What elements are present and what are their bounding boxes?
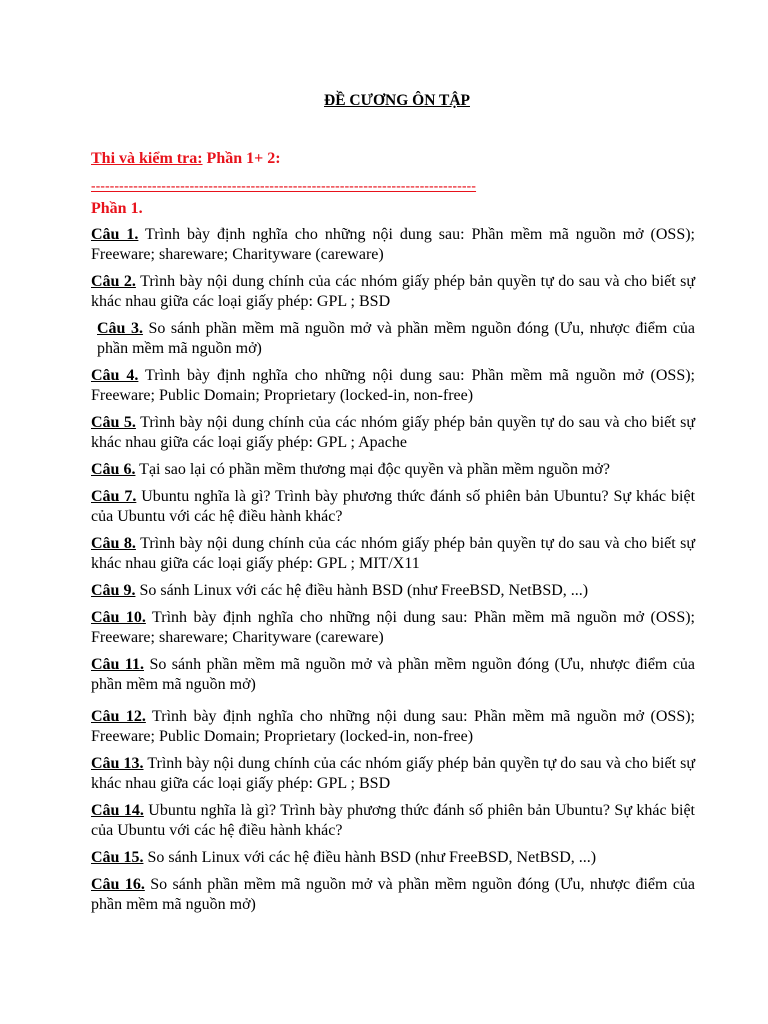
question-text: Trình bày định nghĩa cho những nội dung sau: Phần mềm mã nguồn mở (OSS); Freeware; Public Domain; Proprietary (locked-in, non-free) (91, 708, 696, 745)
question-text: Trình bày nội dung chính của các nhóm giấy phép bản quyền tự do sau và cho biết sự khác nhau giữa các loại giấy phép: GPL ; BSD (91, 755, 695, 792)
exam-scope-line (91, 150, 695, 168)
question-label: Câu 5. (91, 414, 136, 431)
question-item (91, 272, 695, 312)
question-item (91, 801, 695, 841)
question-item (91, 848, 695, 868)
question-item (91, 225, 695, 265)
question-text: Trình bày định nghĩa cho những nội dung sau: Phần mềm mã nguồn mở (OSS); Freeware; shareware; Charityware (careware) (91, 226, 696, 263)
question-item (91, 875, 695, 915)
question-text: So sánh phần mềm mã nguồn mở và phần mềm nguồn đóng (Ưu, nhược điểm của phần mềm mã nguồn mở) (97, 320, 696, 357)
question-text: So sánh phần mềm mã nguồn mở và phần mềm nguồn đóng (Ưu, nhược điểm của phần mềm mã nguồn mở) (91, 876, 696, 913)
document-page (91, 92, 695, 922)
question-item (91, 413, 695, 453)
document-title: ĐỀ CƯƠNG ÔN TẬP (324, 92, 470, 109)
question-label: Câu 1. (91, 226, 139, 243)
question-text: Trình bày định nghĩa cho những nội dung sau: Phần mềm mã nguồn mở (OSS); Freeware; Public Domain; Proprietary (locked-in, non-free) (91, 367, 696, 404)
question-label: Câu 10. (91, 609, 146, 626)
question-label: Câu 15. (91, 849, 144, 866)
question-label: Câu 9. (91, 582, 136, 599)
question-label: Câu 16. (91, 876, 145, 893)
question-text: Tại sao lại có phần mềm thương mại độc quyền và phần mềm nguồn mở? (139, 461, 610, 478)
question-text: Trình bày nội dung chính của các nhóm giấy phép bản quyền tự do sau và cho biết sự khác nhau giữa các loại giấy phép: GPL ; Apache (91, 414, 696, 451)
question-label: Câu 7. (91, 488, 137, 505)
part-heading: Phần 1. (91, 200, 143, 217)
separator-line: ---------------------------------------------------------------------------------- (91, 178, 477, 193)
question-item (91, 581, 695, 601)
question-label: Câu 2. (91, 273, 136, 290)
question-label: Câu 3. (97, 320, 143, 337)
question-text: Ubuntu nghĩa là gì? Trình bày phương thức đánh số phiên bản Ubuntu? Sự khác biệt của Ubuntu với các hệ điều hành khác? (91, 802, 695, 839)
question-text: Trình bày nội dung chính của các nhóm giấy phép bản quyền tự do sau và cho biết sự khác nhau giữa các loại giấy phép: GPL ; MIT/X11 (91, 535, 696, 572)
question-text: So sánh phần mềm mã nguồn mở và phần mềm nguồn đóng (Ưu, nhược điểm của phần mềm mã nguồn mở) (91, 656, 696, 693)
question-item (91, 460, 695, 480)
question-label: Câu 6. (91, 461, 136, 478)
question-text: Trình bày nội dung chính của các nhóm giấy phép bản quyền tự do sau và cho biết sự khác nhau giữa các loại giấy phép: GPL ; BSD (91, 273, 696, 310)
question-label: Câu 11. (91, 656, 144, 673)
question-label: Câu 8. (91, 535, 136, 552)
question-label: Câu 12. (91, 708, 146, 725)
question-text: So sánh Linux với các hệ điều hành BSD (như FreeBSD, NetBSD, ...) (139, 582, 589, 599)
question-item (91, 487, 695, 527)
question-text: Ubuntu nghĩa là gì? Trình bày phương thức đánh số phiên bản Ubuntu? Sự khác biệt của Ubuntu với các hệ điều hành khác? (91, 488, 696, 525)
exam-label: Thi và kiểm tra: (91, 150, 203, 167)
question-item (91, 534, 695, 574)
question-label: Câu 13. (91, 755, 144, 772)
question-text: Trình bày định nghĩa cho những nội dung sau: Phần mềm mã nguồn mở (OSS); Freeware; shareware; Charityware (careware) (91, 609, 696, 646)
question-item (91, 319, 695, 359)
question-label: Câu 14. (91, 802, 144, 819)
question-item (91, 655, 695, 695)
question-label: Câu 4. (91, 367, 139, 384)
exam-parts: Phần 1+ 2: (206, 150, 281, 167)
question-item (91, 754, 695, 794)
question-text: So sánh Linux với các hệ điều hành BSD (như FreeBSD, NetBSD, ...) (147, 849, 597, 866)
question-item (91, 707, 695, 747)
question-item (91, 366, 695, 406)
question-item (91, 608, 695, 648)
